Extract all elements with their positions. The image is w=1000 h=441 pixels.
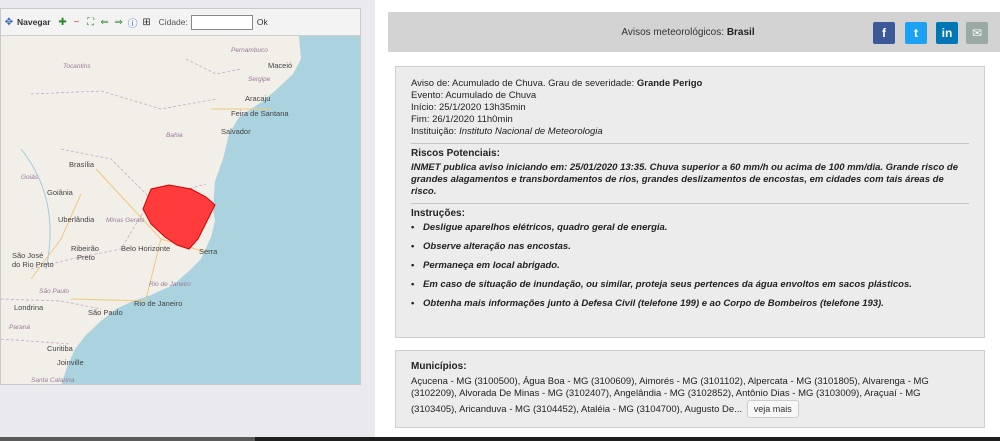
label-joinville: Joinville bbox=[57, 358, 84, 367]
instruction-item: • Em caso de situação de inundação, ou similar, proteja seus pertences da água envoltos em sacos plásticos. bbox=[411, 279, 969, 291]
pan-icon[interactable]: ✥ bbox=[4, 16, 14, 28]
municipalities-list: Açucena - MG (3100500), Água Boa - MG (3100609), Aimorés - MG (3101102), Alpercata - MG (3101805), Alvarenga - MG (3102209), Alvorada De Minas - MG (3102407), Angelândia - MG (3102852), Antônio Dias - MG (3103009), Araçuaí - MG (3103405), Aricanduva - MG (3104452), Ataléia - MG (3104700), Augusto De... bbox=[411, 376, 929, 415]
map-toolbar bbox=[1, 9, 361, 36]
label-brasilia: Brasília bbox=[69, 160, 95, 169]
linkedin-share-button[interactable] bbox=[936, 22, 958, 44]
zoom-out-icon[interactable]: − bbox=[73, 16, 80, 28]
label-ribeirao: Ribeirão bbox=[71, 244, 99, 253]
label-uberlandia: Uberlândia bbox=[58, 215, 95, 224]
email-share-button[interactable] bbox=[966, 22, 988, 44]
label-maceio: Maceió bbox=[268, 61, 293, 70]
info-icon[interactable]: ⓘ bbox=[127, 18, 138, 30]
ok-button[interactable]: Ok bbox=[256, 17, 268, 27]
label-santacatarina: Santa Catarina bbox=[31, 377, 75, 384]
municipalities-title: Municípios: bbox=[411, 361, 467, 372]
label-goias: Goiás bbox=[21, 174, 38, 181]
instructions-list bbox=[411, 222, 969, 310]
alert-start: Início: 25/1/2020 13h35min bbox=[411, 102, 526, 113]
facebook-share-button[interactable] bbox=[873, 22, 895, 44]
label-rio2: Rio de Janeiro bbox=[134, 299, 183, 308]
instructions-title: Instruções: bbox=[411, 208, 465, 219]
navigate-label[interactable]: Navegar bbox=[17, 17, 51, 27]
label-rio1: Rio de Janeiro bbox=[149, 281, 191, 288]
divider bbox=[411, 143, 969, 144]
label-riopreto: do Rio Preto bbox=[12, 260, 54, 269]
page-title bbox=[388, 27, 988, 38]
city-input[interactable] bbox=[191, 15, 253, 30]
email-icon: ✉ bbox=[971, 26, 983, 40]
alert-type-prefix: Aviso de: Acumulado de Chuva. Grau de severidade: bbox=[411, 78, 635, 89]
divider bbox=[411, 203, 969, 204]
instruction-item: • Desligue aparelhos elétricos, quadro geral de energia. bbox=[411, 222, 969, 234]
facebook-icon: f bbox=[882, 26, 886, 40]
label-serra: Serra bbox=[199, 247, 218, 256]
risks-text: INMET publica aviso iniciando em: 25/01/2020 13:35. Chuva superior a 60 mm/h ou acima de 100 mm/dia. Grande risco de grandes alagamentos e transbordamentos de rios, grandes deslizamentos de encostas, em cidades com tais áreas de risco. bbox=[411, 162, 958, 197]
content-panel bbox=[375, 0, 1000, 441]
label-pernambuco: Pernambuco bbox=[231, 47, 268, 54]
zoom-in-icon[interactable]: ✚ bbox=[58, 16, 67, 28]
alert-severity: Grande Perigo bbox=[636, 78, 703, 89]
risks-title: Riscos Potenciais: bbox=[411, 148, 500, 159]
city-label: Cidade: bbox=[158, 17, 188, 27]
alert-card bbox=[395, 66, 985, 338]
alert-type bbox=[411, 78, 969, 90]
instruction-item: • Obtenha mais informações junto à Defesa Civil (telefone 199) e ao Corpo de Bombeiros (telefone 193). bbox=[411, 298, 969, 310]
see-more-button[interactable]: veja mais bbox=[747, 400, 799, 418]
institution-name: Instituto Nacional de Meteorologia bbox=[459, 126, 603, 137]
label-sergipe: Sergipe bbox=[248, 76, 271, 83]
page-title-prefix: Avisos meteorológicos: bbox=[621, 26, 725, 38]
label-bahia: Bahia bbox=[166, 132, 183, 139]
alert-institution bbox=[411, 126, 969, 138]
municipalities-card bbox=[395, 350, 985, 428]
next-view-icon[interactable]: ⇒ bbox=[114, 16, 123, 28]
label-tocantins: Tocantins bbox=[63, 63, 91, 70]
label-londrina: Londrina bbox=[14, 303, 44, 312]
label-saopaulo-state: São Paulo bbox=[39, 288, 69, 295]
label-aracaju: Aracaju bbox=[245, 94, 271, 103]
instruction-item: • Observe alteração nas encostas. bbox=[411, 241, 969, 253]
bottom-bar bbox=[0, 437, 1000, 441]
grid-icon[interactable]: ⊞ bbox=[142, 16, 151, 28]
label-goiania: Goiânia bbox=[47, 188, 73, 197]
label-preto: Preto bbox=[77, 253, 95, 262]
municipalities-text bbox=[411, 376, 969, 418]
twitter-icon: t bbox=[914, 26, 918, 40]
twitter-share-button[interactable] bbox=[905, 22, 927, 44]
label-feira: Feira de Santana bbox=[231, 109, 289, 118]
previous-view-icon[interactable]: ⇐ bbox=[100, 16, 109, 28]
alert-event: Evento: Acumulado de Chuva bbox=[411, 90, 537, 101]
label-minas: Minas Gerais bbox=[106, 217, 145, 224]
alert-end: Fim: 26/1/2020 11h0min bbox=[411, 114, 513, 125]
label-bh: Belo Horizonte bbox=[121, 244, 171, 253]
label-saopaulo: São Paulo bbox=[88, 308, 123, 317]
map-panel[interactable] bbox=[0, 8, 361, 385]
zoom-extent-icon[interactable]: ⛶ bbox=[87, 16, 95, 28]
label-curitiba: Curitiba bbox=[47, 344, 73, 353]
label-parana: Paraná bbox=[9, 324, 30, 331]
label-saojose: São José bbox=[12, 251, 44, 260]
map-canvas[interactable] bbox=[1, 9, 361, 385]
page-title-country: Brasil bbox=[726, 26, 755, 38]
institution-label: Instituição: bbox=[411, 126, 457, 137]
linkedin-icon: in bbox=[941, 26, 953, 40]
page-header bbox=[388, 12, 1000, 52]
label-salvador: Salvador bbox=[221, 127, 251, 136]
instruction-item: • Permaneça em local abrigado. bbox=[411, 260, 969, 272]
